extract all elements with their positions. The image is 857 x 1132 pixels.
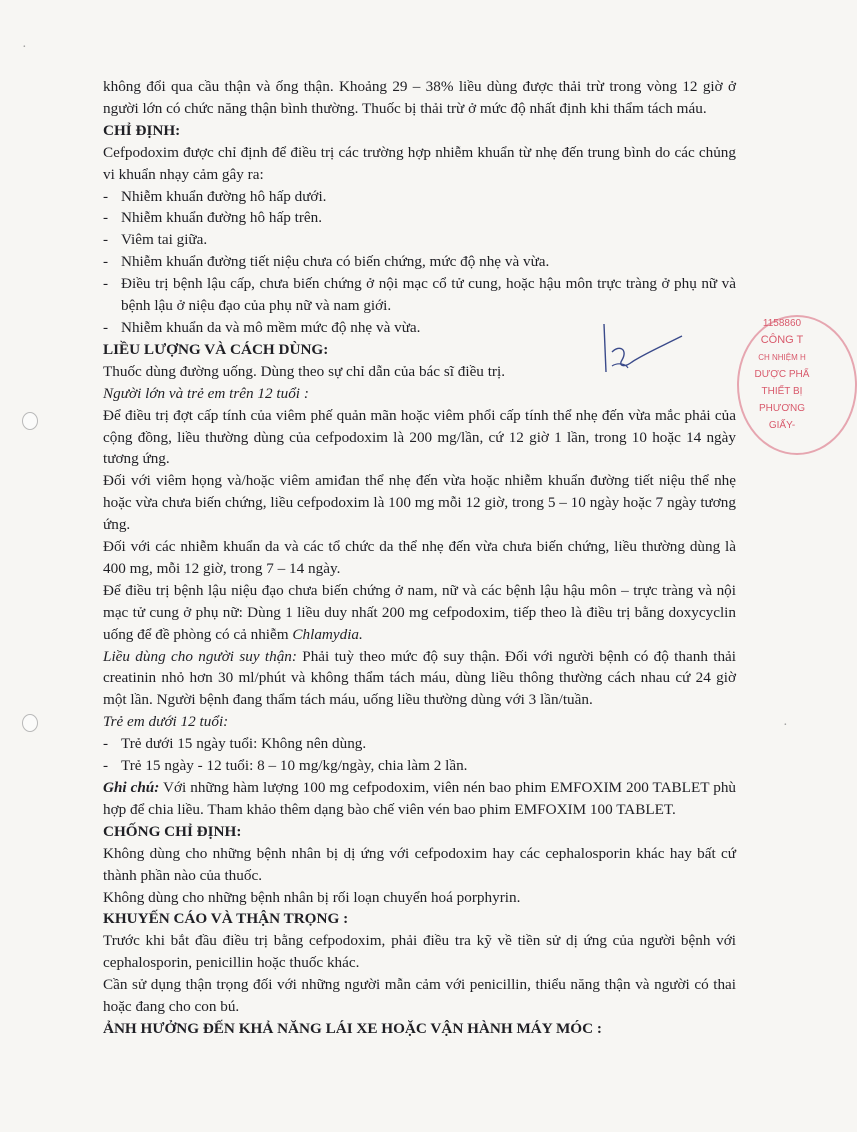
paragraph [103,580,736,646]
renal-label: Liều dùng cho người suy thận: [103,647,297,665]
section-heading-driving: ẢNH HƯỞNG ĐẾN KHẢ NĂNG LÁI XE HOẶC VẬN HÀNH MÁY MÓC : [103,1019,602,1037]
indications-list [103,186,736,339]
signature [598,322,688,382]
paragraph: Cần sử dụng thận trọng đối với những người mẫn cảm với penicillin, thiểu năng thận và người có thai hoặc đang cho con bú. [103,976,736,1016]
list-item: - Nhiễm khuẩn đường hô hấp trên. [103,207,736,229]
scan-speck: · [783,718,788,733]
paragraph [103,777,736,821]
paragraph: Trước khi bắt đầu điều trị bằng cefpodoxim, phải điều tra kỹ về tiền sử dị ứng của người bệnh với cephalosporin, penicillin hoặc thuốc khác. [103,932,736,972]
paragraph: Cefpodoxim được chỉ định để điều trị các trường hợp nhiễm khuẩn từ nhẹ đến trung bình do các chủng vi khuẩn nhạy cảm gây ra: [103,143,736,183]
paragraph: Đối với viêm họng và/hoặc viêm amiđan thể nhẹ đến vừa hoặc nhiễm khuẩn đường tiết niệu thể nhẹ hoặc vừa chưa biến chứng, liều cefpodoxim là 100 mg mỗi 12 giờ, trong 5 – 10 ngày hoặc 7 ngày tương ứng. [103,472,736,534]
section-heading-indications: CHỈ ĐỊNH: [103,121,181,139]
list-item: - Trẻ dưới 15 ngày tuổi: Không nên dùng. [103,733,736,755]
stamp-line: THIẾT BỊ [761,386,803,397]
stamp-line: CÔNG T [760,334,804,346]
paragraph: Không dùng cho những bệnh nhân bị dị ứng với cefpodoxim hay các cephalosporin khác hay bất cứ thành phần nào của thuốc. [103,844,736,884]
list-item: - Viêm tai giữa. [103,229,736,251]
paragraph: không đổi qua cầu thận và ống thận. Khoảng 29 – 38% liều dùng được thải trừ trong vòng 12 giờ ở người lớn có chức năng thận bình thường. Thuốc bị thải trừ ở mức độ nhất định khi thẩm tách máu. [103,78,736,117]
organism-name: Chlamydia. [292,625,363,643]
note-text: Với những hàm lượng 100 mg cefpodoxim, viên nén bao phim EMFOXIM 200 TABLET phù hợp để chia liều. Tham khảo thêm dạng bào chế viên vén bao phim EMFOXIM 100 TABLET. [103,779,737,818]
note-label: Ghi chú: [103,779,160,796]
stamp-line: CH NHIỆM H [758,353,806,362]
binder-hole [22,412,38,430]
list-item: - Trẻ 15 ngày - 12 tuổi: 8 – 10 mg/kg/ngày, chia làm 2 lần. [103,755,736,777]
list-item: - Nhiễm khuẩn đường hô hấp dưới. [103,186,736,208]
stamp-line: GIẤY- [768,420,796,431]
section-heading-contraindications: CHỐNG CHỈ ĐỊNH: [103,822,242,840]
scan-speck: · [22,40,27,55]
company-stamp [737,315,827,455]
paragraph: Đối với các nhiễm khuẩn da và các tổ chức da thể nhẹ đến vừa chưa biến chứng, liều thường dùng là 400 mg, mỗi 12 giờ, trong 7 – 14 ngày. [103,538,736,577]
stamp-line: 1158860 [762,318,802,329]
list-item: - Điều trị bệnh lậu cấp, chưa biến chứng ở nội mạc cổ tử cung, hoặc hậu môn trực tràng ở phụ nữ và bệnh lậu ở niệu đạo của phụ nữ và nam giới. [103,273,736,317]
list-item: - Nhiễm khuẩn đường tiết niệu chưa có biến chứng, mức độ nhẹ và vừa. [103,251,736,273]
paragraph [103,646,736,712]
paragraph-text: Để điều trị bệnh lậu niệu đạo chưa biến chứng ở nam, nữ và các bệnh lậu hậu môn – trực tràng và nội mạc tử cung ở phụ nữ: Dùng 1 liều duy nhất 200 mg cefpodoxim, tiếp theo là điều trị bằng doxycyclin uống để đề phòng có cả nhiễm [103,581,736,643]
list-item: - Nhiễm khuẩn da và mô mềm mức độ nhẹ và vừa. [103,317,736,339]
paragraph: Để điều trị đợt cấp tính của viêm phế quản mãn hoặc viêm phổi cấp tính thể nhẹ đến vừa mắc phải của cộng đồng, liều thường dùng của cefpodoxim là 200 mg/lần, cứ 12 giờ 1 lần, trong 10 hoặc 14 ngày tương ứng. [103,406,736,468]
paragraph: Thuốc dùng đường uống. Dùng theo sự chỉ dẫn của bác sĩ điều trị. [103,362,505,380]
subheading-children: Trẻ em dưới 12 tuổi: [103,713,229,731]
stamp-line: DƯỢC PHẨ [754,369,810,380]
stamp-line: PHƯƠNG [758,403,805,414]
binder-hole [22,714,38,732]
paragraph: Không dùng cho những bệnh nhân bị rối loạn chuyển hoá porphyrin. [103,888,521,906]
document-body [103,76,736,1040]
renal-text: Phải tuỳ theo mức độ suy thận. Đối với người bệnh có độ thanh thải creatinin nhỏ hơn 30 ml/phút và không thẩm tách máu, dùng liều thông thường cách nhau cứ 24 giờ một lần. Người bệnh đang thẩm tách máu, uống liều thường dùng với 3 lần/tuần. [103,647,736,709]
section-heading-dosage: LIỀU LƯỢNG VÀ CÁCH DÙNG: [103,340,329,358]
subheading-adults: Người lớn và trẻ em trên 12 tuổi : [103,384,309,402]
section-heading-warnings: KHUYẾN CÁO VÀ THẬN TRỌNG : [103,910,349,928]
